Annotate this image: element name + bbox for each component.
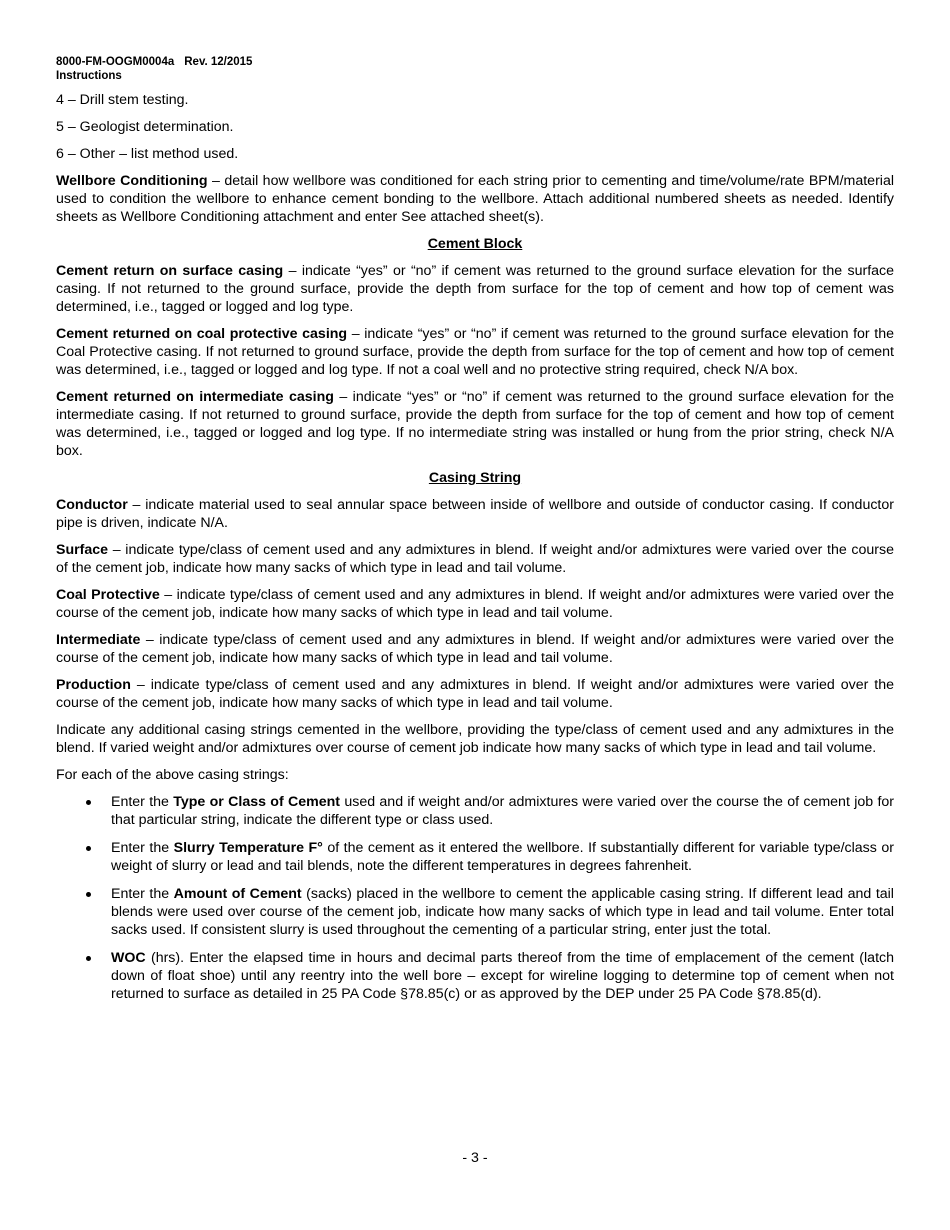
list-item: 4 – Drill stem testing. [56, 92, 189, 108]
casing-string-paragraph [56, 676, 894, 712]
bullet-dot-icon [86, 892, 91, 897]
bullet-term: Type or Class of Cement [173, 794, 341, 810]
paragraph-term: Cement return on surface casing [56, 263, 284, 279]
document-page [56, 55, 894, 1013]
form-revision: Rev. 12/2015 [184, 56, 253, 68]
bullet-term: Amount of Cement [173, 886, 302, 902]
document-header [56, 55, 894, 83]
paragraph-text: – indicate type/class of cement used and any admixtures in blend. If weight and/or admixtures were varied over the course of the cement job, indicate how many sacks of which type in lead and tail volume. [56, 542, 894, 576]
paragraph-term: Cement returned on coal protective casing [56, 326, 348, 342]
paragraph-term: Production [56, 677, 131, 693]
cement-block-paragraph [56, 388, 894, 460]
wellbore-conditioning-paragraph [56, 172, 894, 226]
casing-string-paragraph [56, 541, 894, 577]
section-title-cement-block: Cement Block [427, 236, 523, 252]
section-title-casing-string: Casing String [428, 470, 522, 486]
paragraph-term: Intermediate [56, 632, 141, 648]
paragraph-term: Coal Protective [56, 587, 160, 603]
paragraph-term: Cement returned on intermediate casing [56, 389, 334, 405]
paragraph-text: – indicate “yes” or “no” if cement was returned to the ground surface elevation for the surface casing. If not returned to the ground surface, provide the depth from surface for the top of cement and how top of cement was determined, i.e., tagged or logged and log type. [56, 263, 895, 315]
header-subtitle: Instructions [56, 70, 122, 82]
bullet-term: Slurry Temperature F° [173, 840, 323, 856]
paragraph-text: – indicate type/class of cement used and any admixtures in blend. If weight and/or admixtures were varied over the course of the cement job, indicate how many sacks of which type in lead and tail volume. [56, 677, 894, 711]
list-item: 6 – Other – list method used. [56, 146, 239, 162]
cement-block-paragraph [56, 262, 894, 316]
list-item: 5 – Geologist determination. [56, 119, 234, 135]
cement-block-paragraph [56, 325, 894, 379]
form-number: 8000-FM-OOGM0004a [56, 56, 175, 68]
bullet-dot-icon [86, 800, 91, 805]
additional-casing-paragraph: Indicate any additional casing strings cemented in the wellbore, providing the type/class of cement used and any admixtures in the blend. If varied weight and/or admixtures over course of cement job indicate how many sacks of which type in lead and tail volume. [56, 722, 894, 756]
paragraph-text: – indicate “yes” or “no” if cement was returned to the ground surface elevation for the intermediate casing. If not returned to ground surface, provide the depth from surface for the top of cement and how top of cement was determined, i.e., tagged or logged and log type. If no intermediate string was installed or hung from the prior string, check N/A box. [56, 389, 894, 459]
paragraph-term: Surface [56, 542, 109, 558]
casing-string-paragraph [56, 496, 894, 532]
page-number: - 3 - [462, 1150, 488, 1166]
for-each-intro: For each of the above casing strings: [56, 767, 289, 783]
bullet-item: WOC (hrs). Enter the elapsed time in hours and decimal parts thereof from the time of emplacement of the cement (latch down of float shoe) until any reentry into the well bore – except for wireline logging to determine top of cement when not returned to surface as detailed in 25 PA Code §78.85(c) or as approved by the DEP under 25 PA Code §78.85(d). [56, 949, 894, 1003]
paragraph-term: Wellbore Conditioning [56, 173, 208, 189]
casing-string-paragraph [56, 586, 894, 622]
casing-instructions-list [56, 793, 894, 1003]
casing-string-paragraph [56, 631, 894, 667]
bullet-item: Enter the Amount of Cement (sacks) placed in the wellbore to cement the applicable casing string. If different lead and tail blends were used over course of the cement job, indicate how many sacks of which type in lead and tail volume. Enter total sacks used. If consistent slurry is used throughout the cementing of a particular string, enter just the total. [56, 885, 894, 939]
paragraph-text: – indicate material used to seal annular space between inside of wellbore and outside of conductor casing. If conductor pipe is driven, indicate N/A. [56, 497, 894, 531]
bullet-item: Enter the Type or Class of Cement used and if weight and/or admixtures were varied over the course the of cement job for that particular string, indicate the different type or class used. [56, 793, 894, 829]
bullet-dot-icon [86, 846, 91, 851]
paragraph-text: – indicate “yes” or “no” if cement was returned to the ground surface elevation for the Coal Protective casing. If not returned to ground surface, provide the depth from surface for the top of cement and how top of cement was determined, i.e., tagged or logged and log type. If not a coal well and no protective string required, check N/A box. [56, 326, 894, 378]
bullet-dot-icon [86, 956, 91, 961]
paragraph-text: – indicate type/class of cement used and any admixtures in blend. If weight and/or admixtures were varied over the course of the cement job, indicate how many sacks of which type in lead and tail volume. [56, 587, 894, 621]
paragraph-text: – indicate type/class of cement used and any admixtures in blend. If weight and/or admixtures were varied over the course of the cement job, indicate how many sacks of which type in lead and tail volume. [56, 632, 894, 666]
bullet-item: Enter the Slurry Temperature F° of the cement as it entered the wellbore. If substantially different for variable type/class or weight of slurry or lead and tail blends, note the different temperatures in degrees fahrenheit. [56, 839, 894, 875]
paragraph-term: Conductor [56, 497, 128, 513]
paragraph-text: – detail how wellbore was conditioned for each string prior to cementing and time/volume/rate BPM/material used to condition the wellbore to enhance cement bonding to the wellbore. Attach additional numbered sheets as needed. Identify sheets as Wellbore Conditioning attachment and enter See attached sheet(s). [56, 173, 894, 225]
bullet-term: WOC [111, 950, 146, 966]
